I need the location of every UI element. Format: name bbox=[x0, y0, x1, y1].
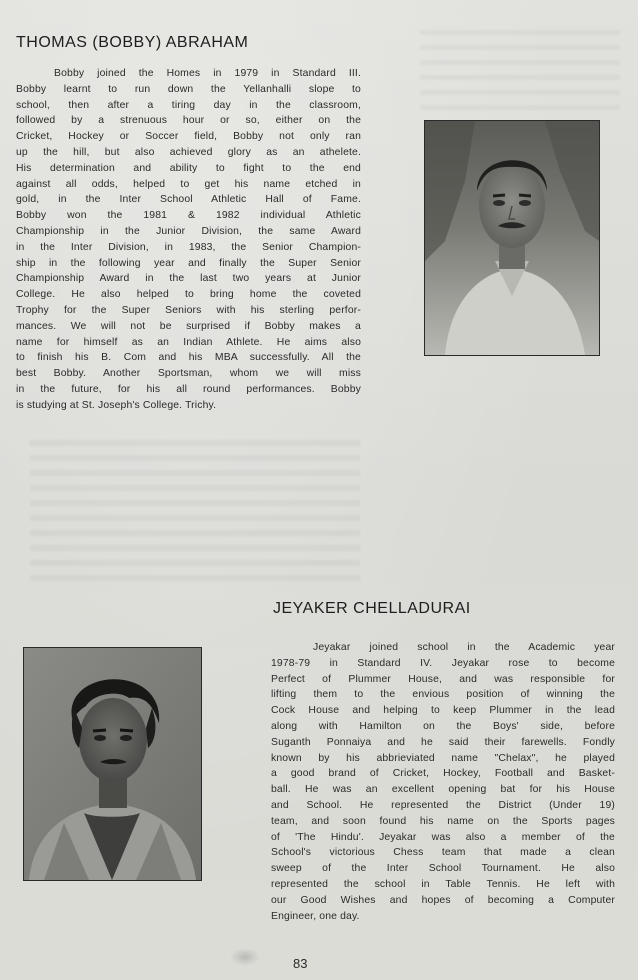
text-line: of 'The Hindu'. Jeyakar was also a member of the bbox=[271, 831, 615, 843]
text-line: College. He also helped to bring home the coveted bbox=[16, 289, 361, 301]
text-line: Championship in the Junior Division, the same Award bbox=[16, 225, 361, 237]
text-line: team, and soon found his name on the Sports pages bbox=[271, 815, 615, 827]
profile-text-jeyaker-chelladurai bbox=[271, 640, 615, 924]
text-line: Trophy for the Super Seniors with his sterling perfor- bbox=[16, 304, 361, 316]
text-line: known by his abbrieviated name "Chelax", he played bbox=[271, 752, 615, 764]
text-line: school, then after a tiring day in the classroom, bbox=[16, 99, 361, 111]
text-line: School's victorious Chess team that made a clean bbox=[271, 847, 615, 859]
text-line: Cricket, Hockey or Soccer field, Bobby not only ran bbox=[16, 131, 361, 143]
text-line: our Good Wishes and hopes of becoming a Computer bbox=[271, 894, 615, 906]
text-line: followed by a strenuous hour or so, either on the bbox=[16, 115, 361, 127]
text-line: a good brand of Cricket, Hockey, Football and Basket- bbox=[271, 768, 615, 780]
text-line: ship in the following year and finally the Super Senior bbox=[16, 257, 361, 269]
text-line: Cock House and helping to keep Plummer in the lead bbox=[271, 705, 615, 717]
page-number: 83 bbox=[293, 956, 308, 971]
text-line: in the Inter Division, in 1983, the Senior Champion- bbox=[16, 241, 361, 253]
text-line: lifting them to the envious position of winning the bbox=[271, 689, 615, 701]
text-line: Perfect of Plummer House, and was responsible for bbox=[271, 673, 615, 685]
text-line: best Bobby. Another Sportsman, whom we will miss bbox=[16, 368, 361, 380]
text-line: up the hill, but also achieved glory as an athelete. bbox=[16, 146, 361, 158]
text-line: His determination and ability to fight to the end bbox=[16, 162, 361, 174]
text-line: gold, in the Inter School Athletic Hall of Fame. bbox=[16, 194, 361, 206]
text-line: in the future, for his all round performances. Bobby bbox=[16, 383, 361, 395]
text-line: along with Hamilton on the Boys' side, before bbox=[271, 720, 615, 732]
print-bleed-through bbox=[30, 440, 360, 590]
profile-heading-jeyaker-chelladurai: JEYAKER CHELLADURAI bbox=[273, 600, 471, 617]
text-line: represented the school in Table Tennis. He left with bbox=[271, 878, 615, 890]
text-line: Bobby won the 1981 & 1982 individual Athletic bbox=[16, 210, 361, 222]
text-line: Bobby joined the Homes in 1979 in Standard III. bbox=[54, 68, 361, 79]
text-line: name for himself as an Indian Athlete. He aims also bbox=[16, 336, 361, 348]
portrait-photo-thomas-abraham bbox=[424, 120, 600, 356]
text-line: ball. He was an excellent opening bat for his House bbox=[271, 784, 615, 796]
text-line: and School. He represented the District (Under 19) bbox=[271, 799, 615, 811]
profile-text-thomas-abraham bbox=[16, 66, 361, 414]
print-bleed-through bbox=[420, 30, 620, 120]
text-line: Suganth Ponnaiya and he said their farewells. Fondly bbox=[271, 736, 615, 748]
text-line: Engineer, one day. bbox=[271, 910, 360, 922]
text-line: to finish his B. Com and his MBA successfully. All the bbox=[16, 352, 361, 364]
text-line: is studying at St. Joseph's College. Trichy. bbox=[16, 399, 217, 411]
text-line: Bobby learnt to run down the Yellanhalli slope to bbox=[16, 83, 361, 95]
text-line: against all odds, helped to get his name etched in bbox=[16, 178, 361, 190]
text-line: 1978-79 in Standard IV. Jeyakar rose to become bbox=[271, 657, 615, 669]
portrait-photo-jeyaker-chelladurai bbox=[23, 647, 202, 881]
text-line: mances. We will not be surprised if Bobby makes a bbox=[16, 320, 361, 332]
text-line: Jeyakar joined school in the Academic year bbox=[313, 642, 615, 653]
text-line: sweep of the Inter School Tournament. He also bbox=[271, 863, 615, 875]
text-line: Championship Award in the last two years at Junior bbox=[16, 273, 361, 285]
page-smudge bbox=[230, 948, 260, 966]
profile-heading-thomas-abraham: THOMAS (BOBBY) ABRAHAM bbox=[16, 34, 249, 51]
